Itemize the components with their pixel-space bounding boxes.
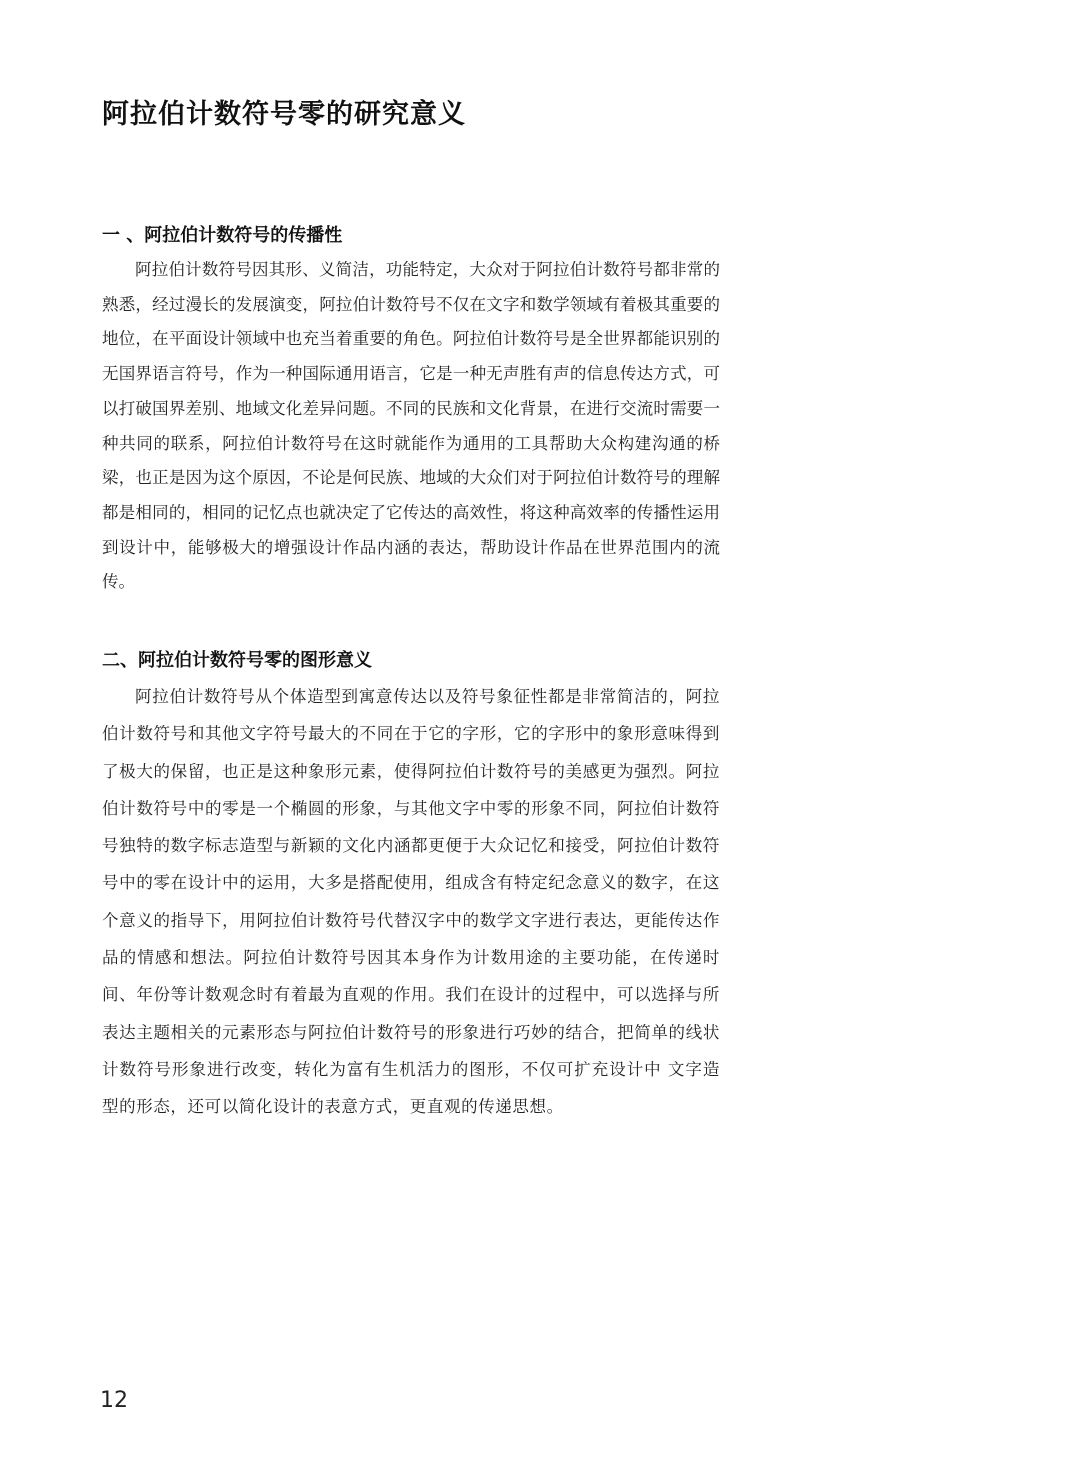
section-propagation [102,219,720,600]
section-paragraph: 阿拉伯计数符号从个体造型到寓意传达以及符号象征性都是非常简洁的，阿拉伯计数符号和其他文字符号最大的不同在于它的字形，它的字形中的象形意味得到了极大的保留，也正是这种象形元素，使得阿拉伯计数符号的美感更为强烈。阿拉伯计数符号中的零是一个椭圆的形象，与其他文字中零的形象不同，阿拉伯计数符号独特的数字标志造型与新颖的文化内涵都更便于大众记忆和接受，阿拉伯计数符号中的零在设计中的运用，大多是搭配使用，组成含有特定纪念意义的数字，在这个意义的指导下，用阿拉伯计数符号代替汉字中的数学文字进行表达，更能传达作品的情感和想法。阿拉伯计数符号因其本身作为计数用途的主要功能，在传递时间、年份等计数观念时有着最为直观的作用。我们在设计的过程中，可以选择与所表达主题相关的元素形态与阿拉伯计数符号的形象进行巧妙的结合，把简单的线状计数符号形象进行改变，转化为富有生机活力的图形，不仅可扩充设计中 文字造型的形态，还可以简化设计的表意方式，更直观的传递思想。 [102,687,720,1117]
section-heading: 二、阿拉伯计数符号零的图形意义 [102,650,372,671]
page-title: 阿拉伯计数符号零的研究意义 [102,99,466,130]
section-graphic-meaning [102,644,720,1126]
section-heading: 一 、阿拉伯计数符号的传播性 [102,225,343,246]
section-paragraph: 阿拉伯计数符号因其形、义简洁，功能特定，大众对于阿拉伯计数符号都非常的熟悉，经过漫长的发展演变，阿拉伯计数符号不仅在文字和数学领域有着极其重要的地位，在平面设计领域中也充当着重要的角色。阿拉伯计数符号是全世界都能识别的无国界语言符号，作为一种国际通用语言，它是一种无声胜有声的信息传达方式，可以打破国界差别、地域文化差异问题。不同的民族和文化背景，在进行交流时需要一种共同的联系，阿拉伯计数符号在这时就能作为通用的工具帮助大众构建沟通的桥梁，也正是因为这个原因，不论是何民族、地域的大众们对于阿拉伯计数符号的理解都是相同的，相同的记忆点也就决定了它传达的高效性，将这种高效率的传播性运用到设计中，能够极大的增强设计作品内涵的表达，帮助设计作品在世界范围内的流传。 [102,260,720,592]
page-number: 12 [100,1388,128,1413]
